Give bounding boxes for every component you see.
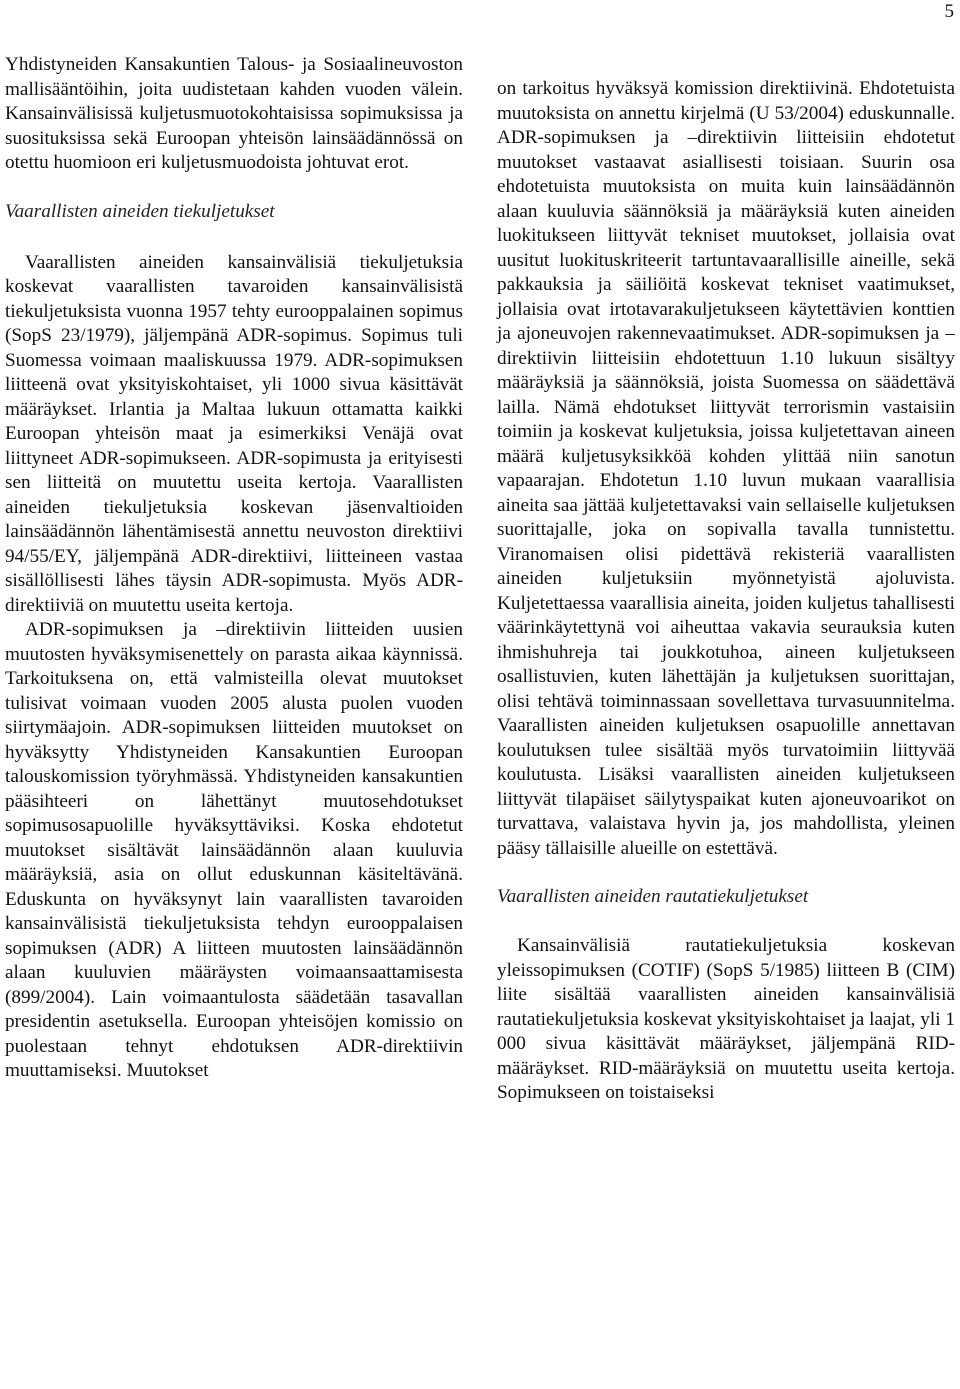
right-column [497,77,955,1106]
section-heading-road-transport: Vaarallisten aineiden tiekuljetukset [5,200,275,222]
paragraph-adr-agreement: Vaarallisten aineiden kansainvälisiä tiekuljetuksia koskevat vaarallisten tavaroiden kansainvälisistä tiekuljetuksista vuonna 1957 tehty eurooppalainen sopimus (SopS 23/1979), jäljempänä ADR-sopimus. Sopimus tuli Suomessa voimaan maaliskuussa 1979. ADR-sopimuksen liitteenä ovat yksityiskohtaiset, yli 1000 sivua käsittävät määräykset. Irlantia ja Maltaa lukuun ottamatta kaikki Euroopan yhteisön maat ja esimerkiksi Venäjä ovat liittyneet ADR-sopimukseen. ADR-sopimusta ja erityisesti sen liitteitä on muutettu useita kertoja. Vaarallisten aineiden tiekuljetuksia koskevan jäsenvaltioiden lainsäädännön lähentämisestä annettu neuvoston direktiivi 94/55/EY, jäljempänä ADR-direktiivi, liitteineen vastaa sisällöllisesti lähes täysin ADR-sopimusta. Myös ADR-direktiiviä on muutettu useita kertoja. [5,251,463,616]
paragraph-directive-changes: on tarkoitus hyväksyä komission direktiivinä. Ehdotetuista muutoksista on annettu kirjelmä (U 53/2004) eduskunnalle. ADR-sopimuksen ja –direktiivin liitteisiin ehdotetut muutokset vastaavat asiallisesti toisiaan. Suurin osa ehdotetuista muutoksista on muita kuin lainsäädännön alaan kuuluvia säännöksiä ja määräyksiä kuten aineiden luokitukseen liittyvät tekniset muutokset, jollaisia ovat uusitut luokituskriteerit tartuntavaarallisille aineille, sekä pakkauksia ja säiliöitä koskevat tekniset vaatimukset, jollaisia ovat irtotavarakuljetukseen käytettävien konttien ja ajoneuvojen rakennevaatimukset. ADR-sopimuksen ja –direktiivin liitteisiin ehdotettuun 1.10 lukuun sisältyy määräyksiä ja säännöksiä, joista Suomessa on säädettävä lailla. Nämä ehdotukset liittyvät terrorismin vastaisiin toimiin ja koskevat kuljetuksia, joissa kuljetettavan aineen määrä kuljetusyksikköä kohden ylittää niin sanotun vapaarajan. Ehdotetun 1.10 luvun mukaan vaarallisia aineita saa jättää kuljetettavaksi vain sellaiselle kuljetuksen suorittajalle, joka on sopivalla tavalla tunnistettu. Viranomaisen olisi pidettävä rekisteriä vaarallisten aineiden kuljetuksiin myönnetyistä ajoluvista. Kuljetettaessa vaarallisia aineita, joiden kuljetus tahallisesti väärinkäytettynä voi aiheuttaa vakavia seurauksia kuten ihmishuhreja tai joukkotuhoa, aineen kuljetukseen osallistuvien, kuten lähettäjän ja kuljetuksen suorittajan, olisi tehtävä toiminnassaan sovellettava turvasuunnitelma. Vaarallisten aineiden kuljetuksen osapuolille annettavan koulutuksen tulee sisältää myös turvatoimiin liittyvää koulutusta. Lisäksi vaarallisten aineiden kuljetukseen liittyvät tilapäiset säilytyspaikat kuten ajoneuvoarikot on turvattava, valaistava hyvin ja, jos mahdollista, yleinen pääsy tällaisille alueille on estettävä. [497,78,955,859]
paragraph-cotif-rid: Kansainvälisiä rautatiekuljetuksia koskevan yleissopimuksen (COTIF) (SopS 5/1985) liitteen B (CIM) liite sisältää vaarallisten aineiden kansainvälisiä rautatiekuljetuksia koskevat yksityiskohtaiset ja laajat, yli 1 000 sivua käsittävät määräykset, jäljempänä RID-määräykset. RID-määräyksiä on muutettu useita kertoja. Sopimukseen on toistaiseksi [497,935,955,1103]
left-column [5,53,463,1084]
paragraph-adr-amendments: ADR-sopimuksen ja –direktiivin liitteiden uusien muutosten hyväksymisenettely on parasta aikaa käynnissä. Tarkoituksena on, että valmisteilla olevat muutokset tulisivat voimaan vuoden 2005 alusta puolen vuoden siirtymäajoin. ADR-sopimuksen liitteiden muutokset on hyväksytty Yhdistyneiden Kansakuntien Euroopan talouskomission työryhmässä. Yhdistyneiden kansakuntien pääsihteeri on lähettänyt muutosehdotukset sopimusosapuolille hyväksyttäviksi. Koska ehdotetut muutokset sisältävät lainsäädännön alaan kuuluvia määräyksiä, asia on ollut eduskunnan käsiteltävänä. Eduskunta on hyväksynyt lain vaarallisten tavaroiden kansainvälisistä tiekuljetuksista tehdyn eurooppalaisen sopimuksen (ADR) A liitteen muutosten lainsäädännön alaan kuuluvien määräysten voimaansaattamisesta (899/2004). Lain voimaantulosta säädetään tasavallan presidentin asetuksella. Euroopan yhteisöjen komissio on puolestaan tehnyt ehdotuksen ADR-direktiivin muuttamiseksi. Muutokset [5,619,463,1081]
paragraph-intro-end: Yhdistyneiden Kansakuntien Talous- ja Sosiaalineuvoston mallisääntöihin, joita uudistetaan kahden vuoden välein. Kansainvälisissä kuljetusmuotokohtaisissa sopimuksissa ja suosituksissa sekä Euroopan yhteisön lainsäädännössä on otettu huomioon eri kuljetusmuodoista johtuvat erot. [5,54,463,173]
section-heading-rail-transport: Vaarallisten aineiden rautatiekuljetukset [497,886,809,907]
page-number: 5 [944,1,954,22]
